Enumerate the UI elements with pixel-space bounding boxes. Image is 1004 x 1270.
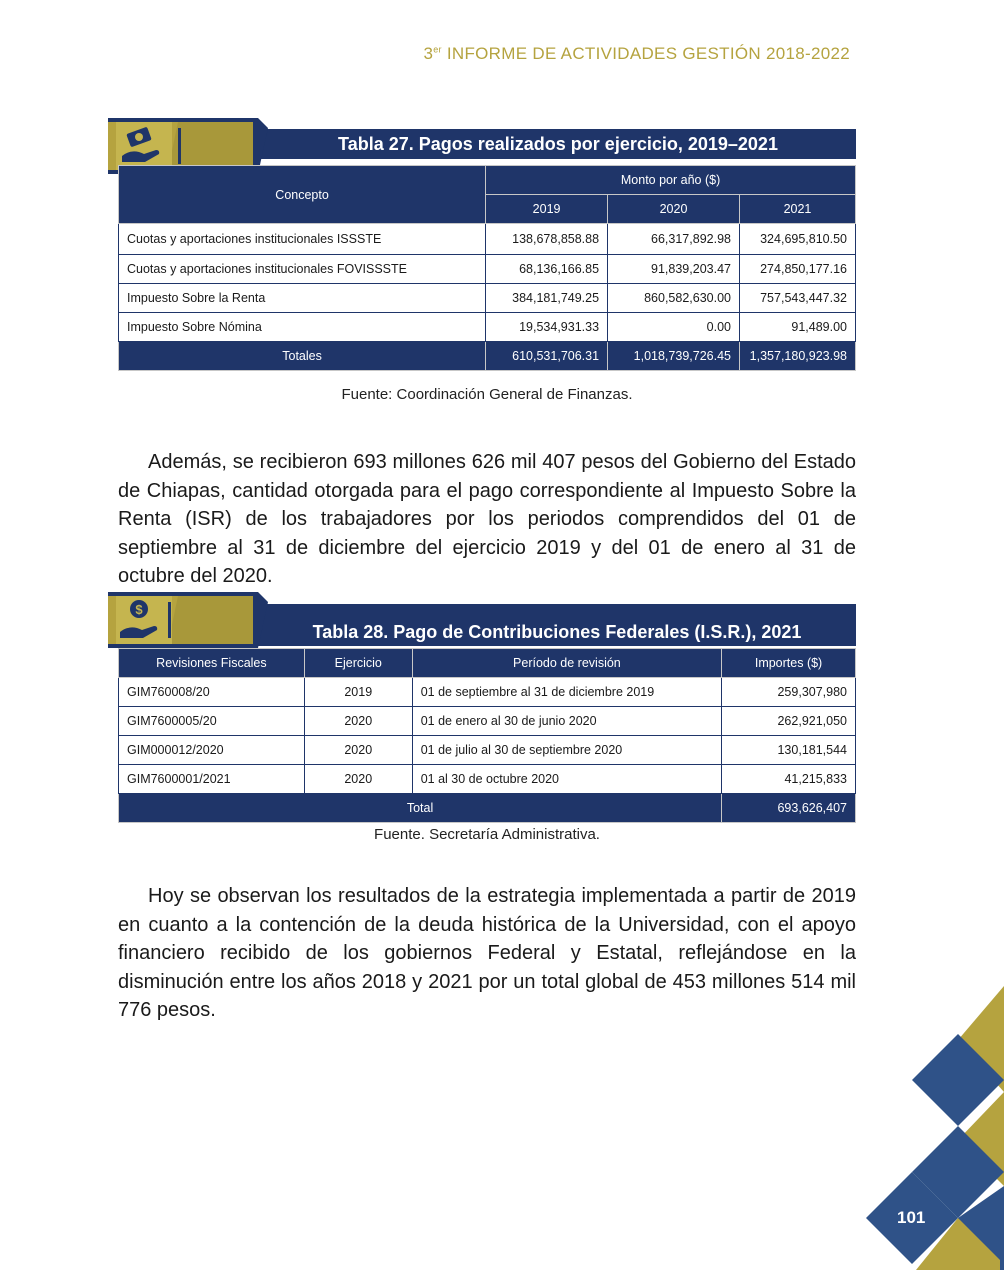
total-cell: 1,357,180,923.98 (739, 342, 855, 371)
importe-cell: 41,215,833 (722, 765, 856, 794)
value-cell: 68,136,166.85 (486, 255, 608, 284)
table27-header-monto: Monto por año ($) (486, 166, 856, 195)
importe-cell: 262,921,050 (722, 707, 856, 736)
table-row (119, 736, 856, 765)
table-row (119, 765, 856, 794)
revision-cell: GIM000012/2020 (119, 736, 305, 765)
table-row (119, 255, 856, 284)
ejercicio-cell: 2020 (304, 707, 412, 736)
totals-label: Totales (119, 342, 486, 371)
table28-title-bar (258, 604, 856, 646)
total-cell: 693,626,407 (722, 794, 856, 823)
revision-cell: GIM7600001/2021 (119, 765, 305, 794)
periodo-cell: 01 de julio al 30 de septiembre 2020 (412, 736, 721, 765)
periodo-cell: 01 de enero al 30 de junio 2020 (412, 707, 721, 736)
total-cell: 610,531,706.31 (486, 342, 608, 371)
value-cell: 66,317,892.98 (608, 224, 740, 255)
table27-title: Tabla 27. Pagos realizados por ejercicio, 2019–2021 (338, 134, 778, 154)
value-cell: 274,850,177.16 (739, 255, 855, 284)
paragraph-1: Además, se recibieron 693 millones 626 mil 407 pesos del Gobierno del Estado de Chiapas, cantidad otorgada para el pago correspondiente al Impuesto Sobre la Renta (ISR) de los trabajadores por los periodos comprendidos del 01 de septiembre al 31 de diciembre del ejercicio 2019 y del 01 de enero al 31 de octubre del 2020. (118, 451, 856, 587)
value-cell: 324,695,810.50 (739, 224, 855, 255)
value-cell: 0.00 (608, 313, 740, 342)
totals-row (119, 794, 856, 823)
concepto-cell: Cuotas y aportaciones institucionales FOVISSSTE (119, 255, 486, 284)
concepto-cell: Impuesto Sobre la Renta (119, 284, 486, 313)
ejercicio-cell: 2019 (304, 678, 412, 707)
concepto-cell: Cuotas y aportaciones institucionales ISSSTE (119, 224, 486, 255)
importe-cell: 130,181,544 (722, 736, 856, 765)
table-row (119, 224, 856, 255)
table28-header-importes: Importes ($) (722, 649, 856, 678)
table27-header-year: 2021 (739, 195, 855, 224)
value-cell: 384,181,749.25 (486, 284, 608, 313)
table28-header-ejercicio: Ejercicio (304, 649, 412, 678)
value-cell: 91,489.00 (739, 313, 855, 342)
revision-cell: GIM7600005/20 (119, 707, 305, 736)
table-row (119, 707, 856, 736)
revision-cell: GIM760008/20 (119, 678, 305, 707)
paragraph-2: Hoy se observan los resultados de la estrategia implementada a partir de 2019 en cuanto a la contención de la deuda histórica de la Universidad, con el apoyo financiero recibido de los gobiernos Federal y Estatal, reflejándose en la disminución entre los años 2018 y 2021 por un total global de 453 millones 514 mil 776 pesos. (118, 885, 856, 1021)
table28-header-revisiones: Revisiones Fiscales (119, 649, 305, 678)
svg-text:$: $ (135, 602, 143, 617)
header-number: 3 (423, 44, 434, 63)
value-cell: 19,534,931.33 (486, 313, 608, 342)
ejercicio-cell: 2020 (304, 736, 412, 765)
table-row (119, 678, 856, 707)
table27-header-year: 2020 (608, 195, 740, 224)
table28-title: Tabla 28. Pago de Contribuciones Federales (I.S.R.), 2021 (312, 622, 802, 642)
periodo-cell: 01 al 30 de octubre 2020 (412, 765, 721, 794)
value-cell: 138,678,858.88 (486, 224, 608, 255)
decorative-diamonds (860, 980, 1004, 1270)
totals-label: Total (119, 794, 722, 823)
table27-header-year: 2019 (486, 195, 608, 224)
table-row (119, 313, 856, 342)
table-row (119, 284, 856, 313)
totals-row (119, 342, 856, 371)
page-number: 101 (897, 1208, 926, 1227)
report-header (423, 44, 850, 64)
header-title: INFORME DE ACTIVIDADES GESTIÓN 2018-2022 (446, 44, 850, 63)
table27-source: Fuente: Coordinación General de Finanzas. (341, 386, 633, 403)
importe-cell: 259,307,980 (722, 678, 856, 707)
ejercicio-cell: 2020 (304, 765, 412, 794)
value-cell: 757,543,447.32 (739, 284, 855, 313)
table27-header-concepto: Concepto (119, 166, 486, 224)
table28-header-periodo: Período de revisión (412, 649, 721, 678)
value-cell: 860,582,630.00 (608, 284, 740, 313)
table27 (118, 165, 856, 371)
concepto-cell: Impuesto Sobre Nómina (119, 313, 486, 342)
coin-hand-icon (108, 592, 268, 648)
value-cell: 91,839,203.47 (608, 255, 740, 284)
table28-source: Fuente. Secretaría Administrativa. (374, 826, 600, 843)
table27-title-bar (260, 129, 856, 159)
table28 (118, 648, 856, 823)
header-superscript: er (433, 44, 442, 55)
total-cell: 1,018,739,726.45 (608, 342, 740, 371)
periodo-cell: 01 de septiembre al 31 de diciembre 2019 (412, 678, 721, 707)
